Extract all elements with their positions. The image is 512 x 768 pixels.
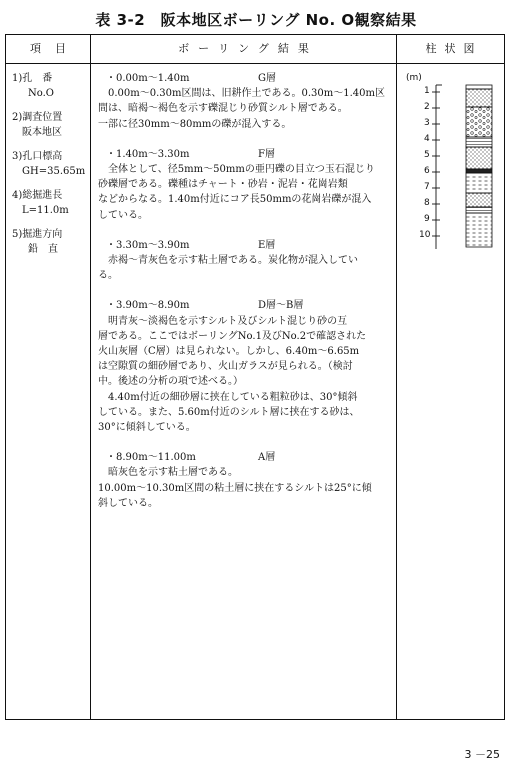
- header-item: 項目: [30, 42, 80, 55]
- section-range: ・3.90m～8.90m: [106, 300, 190, 312]
- item-value: No.O: [28, 88, 54, 99]
- header-column: 柱状図: [425, 42, 483, 55]
- section-layer: D層～B層: [258, 300, 304, 312]
- item-location: [12, 110, 88, 140]
- depth-label: 9: [424, 214, 430, 224]
- section-text: 0.00m～0.30m区間は、旧耕作土である。0.30m～1.40m区 間は、暗褐～褐色を示す礫混じり砂質シルト層である。 一部に径30mm～80mmの礫が混入する。: [98, 88, 385, 130]
- column-divider-1: [90, 35, 91, 719]
- section-layer: F層: [258, 148, 275, 160]
- section-text: 明青灰～淡褐色を示すシルト及びシルト混じり砂の互 層である。ここではボーリングNo.1及びNo.2で確認された 火山灰層（C層）は見られない。しかし、6.40m～6.65m は空隙質の細砂層であり、火山ガラスが見られる。（検討 中。後述の分析の項で述べる。） 4.40m付近の細砂層に挟在している粗粒砂は、30°傾斜 している。また、5.60m付近のシルト層に挟在する砂は、 30°に傾斜している。: [98, 315, 367, 434]
- table-title: 表 3-2 阪本地区ボーリング No. O観察結果: [95, 11, 417, 29]
- section-text: 全体として、径5mm～50mmの亜円礫の目立つ玉石混じり 砂礫層である。礫種はチャート・砂岩・泥岩・花崗岩類 などからなる。1.40m付近にコア長50mmの花崗岩礫が混入 している。: [98, 164, 375, 221]
- section-f-layer: [98, 147, 392, 223]
- depth-label: 7: [424, 182, 430, 192]
- section-layer: G層: [258, 73, 276, 84]
- item-label: 5)掘進方向: [12, 229, 63, 240]
- boring-results: [98, 71, 392, 526]
- depth-label: 4: [424, 134, 430, 144]
- header-divider: [6, 63, 504, 64]
- depth-label: 3: [424, 118, 430, 128]
- section-d-b-layer: [98, 298, 392, 435]
- item-value: L=11.0m: [22, 205, 69, 216]
- column-diagram: [406, 71, 502, 291]
- item-value: GH=35.65m: [22, 166, 86, 177]
- item-direction: [12, 227, 88, 257]
- item-elevation: [12, 149, 88, 179]
- depth-label: 1: [424, 86, 430, 96]
- item-label: 4)総掘進長: [12, 190, 63, 201]
- depth-label: 10: [419, 230, 431, 240]
- results-table: [5, 34, 505, 720]
- section-text: 赤褐～青灰色を示す粘土層である。炭化物が混入してい る。: [98, 255, 358, 282]
- section-range: ・0.00m～1.40m: [106, 73, 190, 84]
- item-label: 1)孔 番: [12, 73, 53, 84]
- section-range: ・3.30m～3.90m: [106, 239, 190, 251]
- section-text: 暗灰色を示す粘土層である。 10.00m～10.30m区間の粘土層に挟在するシルトは25°に傾 斜している。: [98, 467, 372, 509]
- section-range: ・1.40m～3.30m: [106, 148, 190, 160]
- item-value: 阪本地区: [22, 127, 62, 138]
- depth-unit: (m): [406, 73, 422, 83]
- depth-label: 6: [424, 166, 430, 176]
- column-divider-2: [396, 35, 397, 719]
- depth-label: 2: [424, 102, 430, 112]
- section-layer: A層: [258, 452, 276, 464]
- item-label: 2)調査位置: [12, 112, 63, 123]
- item-total-length: [12, 188, 88, 218]
- page-number: 3 －25: [464, 748, 500, 761]
- item-hole-number: [12, 71, 88, 101]
- item-value: 鉛 直: [28, 244, 58, 255]
- section-range: ・8.90m～11.00m: [106, 452, 196, 464]
- item-label: 3)孔口標高: [12, 151, 63, 162]
- strata-column: [466, 85, 492, 247]
- section-g-layer: [98, 71, 392, 132]
- section-a-layer: [98, 450, 392, 511]
- depth-label: 8: [424, 198, 430, 208]
- header-result: ボーリング結果: [178, 42, 318, 55]
- item-list: [12, 71, 88, 266]
- boring-column-chart: [406, 71, 502, 291]
- section-layer: E層: [258, 239, 276, 251]
- depth-label: 5: [424, 150, 430, 160]
- section-e-layer: [98, 238, 392, 284]
